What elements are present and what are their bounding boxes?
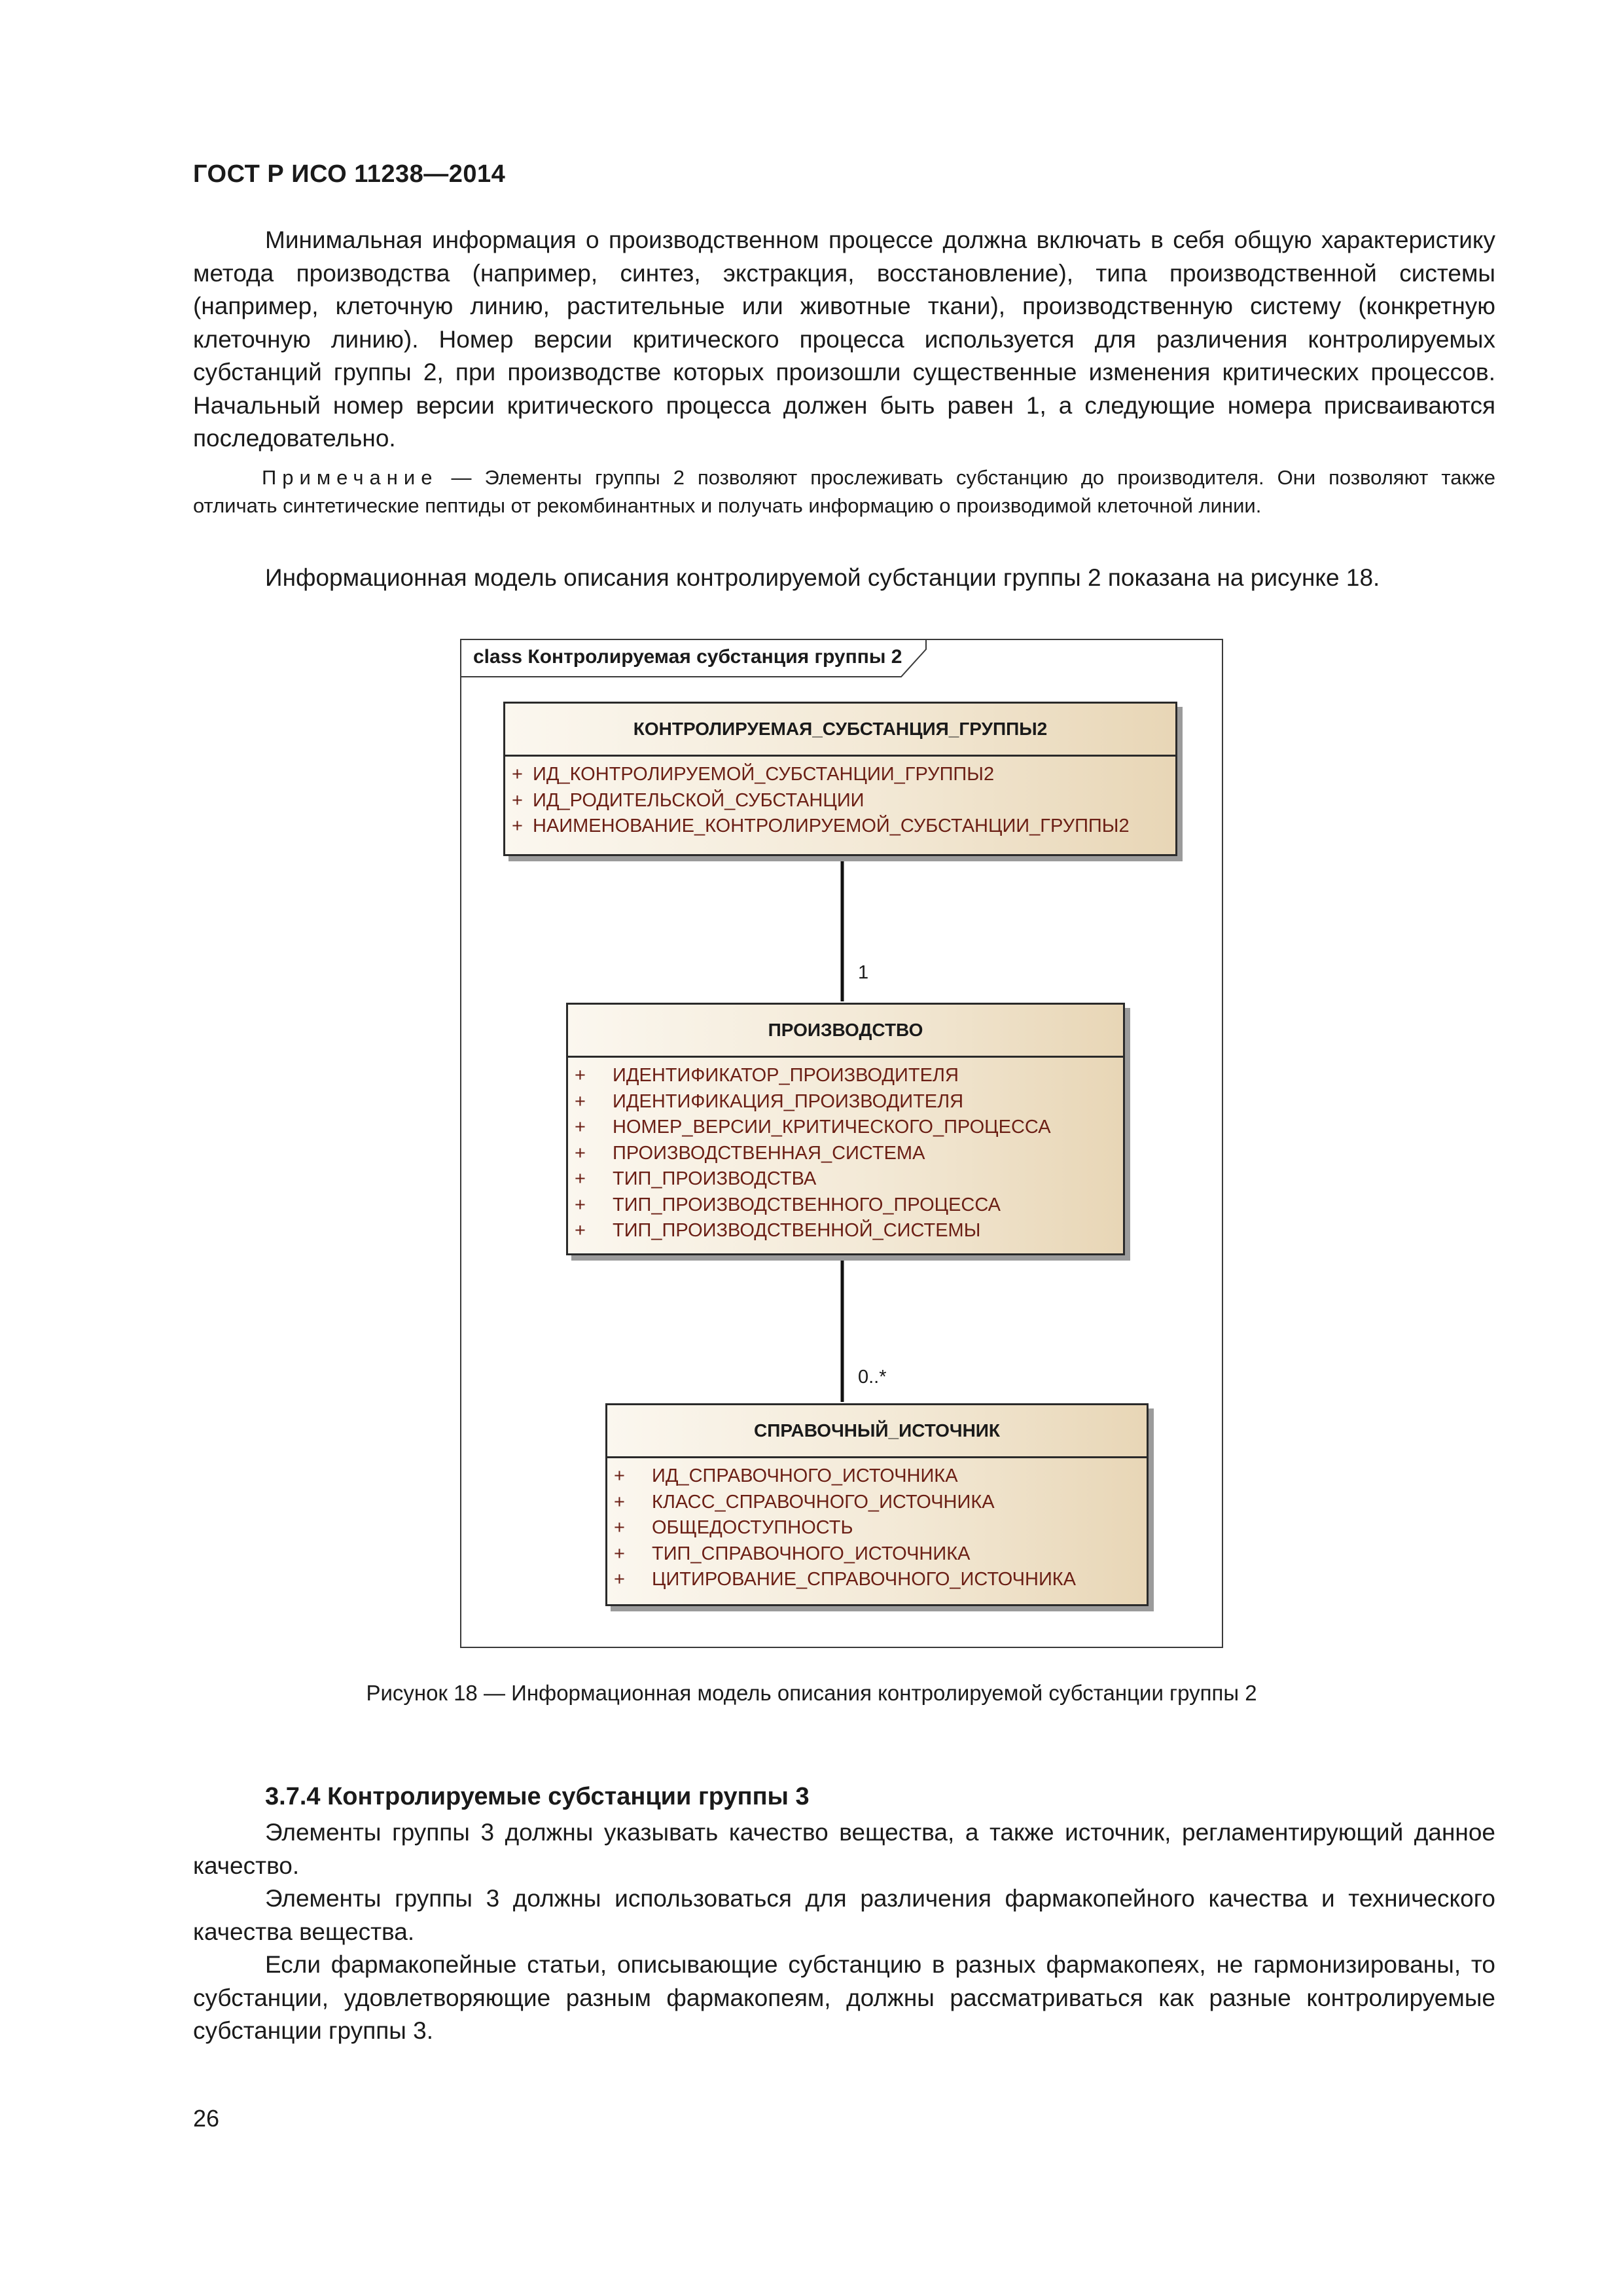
section-paragraph: Если фармакопейные статьи, описывающие субстанцию в разных фармакопеях, не гармонизированы, то субстанции, удовлетворяющие разным фармакопеям, должны рассматриваться как разные контролируемые субстанции группы 3. xyxy=(193,1951,1495,2044)
class-attribute: + ПРОИЗВОДСТВЕННАЯ_СИСТЕМА xyxy=(575,1142,925,1164)
note-text: — Элементы группы 2 позволяют прослеживать субстанцию до производителя. Они позволяют также отличать синтетические пептиды от рекомбинантных и получать информацию о производимой клеточной линии. xyxy=(193,466,1495,517)
class-attribute: + НАИМЕНОВАНИЕ_КОНТРОЛИРУЕМОЙ_СУБСТАНЦИИ_ГРУППЫ2 xyxy=(512,816,1130,836)
frame-title: class Контролируемая субстанция группы 2 xyxy=(473,646,902,668)
class-attribute: + ТИП_СПРАВОЧНОГО_ИСТОЧНИКА xyxy=(614,1543,971,1564)
section-body xyxy=(193,1816,1495,2048)
section-heading: 3.7.4 Контролируемые субстанции группы 3 xyxy=(265,1783,810,1810)
figure-caption: Рисунок 18 — Информационная модель описания контролируемой субстанции группы 2 xyxy=(366,1681,1257,1705)
class-attribute: + ТИП_ПРОИЗВОДСТВЕННОГО_ПРОЦЕССА xyxy=(575,1194,1001,1215)
class-name: СПРАВОЧНЫЙ_ИСТОЧНИК xyxy=(607,1405,1147,1458)
multiplicity-label: 1 xyxy=(858,962,869,983)
class-attribute: + КЛАСС_СПРАВОЧНОГО_ИСТОЧНИКА xyxy=(614,1491,995,1513)
note-label: Примечание xyxy=(262,466,438,489)
class-attribute: + НОМЕР_ВЕРСИИ_КРИТИЧЕСКОГО_ПРОЦЕССА xyxy=(575,1117,1051,1138)
class-attribute: + ИДЕНТИФИКАЦИЯ_ПРОИЗВОДИТЕЛЯ xyxy=(575,1090,964,1112)
class-attribute: + ЦИТИРОВАНИЕ_СПРАВОЧНОГО_ИСТОЧНИКА xyxy=(614,1569,1077,1590)
note-block xyxy=(193,463,1495,520)
class-attribute: + ИД_КОНТРОЛИРУЕМОЙ_СУБСТАНЦИИ_ГРУППЫ2 xyxy=(512,764,995,785)
uml-diagram-frame xyxy=(460,639,1223,1648)
paragraph-text: Информационная модель описания контролируемой субстанции группы 2 показана на рисунке 18. xyxy=(265,564,1380,591)
uml-class-controlled-substance xyxy=(503,702,1177,856)
class-attributes xyxy=(505,757,1175,840)
class-attribute: + ТИП_ПРОИЗВОДСТВА xyxy=(575,1168,817,1189)
paragraph-text: Минимальная информация о производственном процессе должна включать в себя общую характеристику метода производства (например, синтез, экстракция, восстановление), типа производственной системы (например, клеточную линию, растительные или животные ткани), производственную систему (конкретную клеточную линию). Номер версии критического процесса используется для различения контролируемых субстанций группы 2, при производстве которых произошли существенные изменения критических процессов. Начальный номер версии критического процесса должен быть равен 1, а следующие номера присваиваются последовательно. xyxy=(193,226,1495,452)
class-attribute: + ИДЕНТИФИКАТОР_ПРОИЗВОДИТЕЛЯ xyxy=(575,1065,959,1086)
paragraph-production-info xyxy=(193,224,1495,456)
class-attributes xyxy=(607,1458,1147,1593)
multiplicity-label: 0..* xyxy=(858,1367,887,1388)
section-paragraph: Элементы группы 3 должны указывать качество вещества, а также источник, регламентирующий данное качество. xyxy=(193,1819,1495,1879)
class-attribute: + ИД_СПРАВОЧНОГО_ИСТОЧНИКА xyxy=(614,1465,958,1486)
class-attributes xyxy=(568,1058,1123,1244)
paragraph-figure-reference xyxy=(193,562,1495,595)
page-number: 26 xyxy=(193,2105,220,2132)
uml-class-reference-source xyxy=(605,1403,1149,1606)
class-attribute: + ТИП_ПРОИЗВОДСТВЕННОЙ_СИСТЕМЫ xyxy=(575,1220,981,1241)
class-attribute: + ИД_РОДИТЕЛЬСКОЙ_СУБСТАНЦИИ xyxy=(512,789,865,811)
class-attribute: + ОБЩЕДОСТУПНОСТЬ xyxy=(614,1517,853,1538)
section-paragraph: Элементы группы 3 должны использоваться для различения фармакопейного качества и технического качества вещества. xyxy=(193,1885,1495,1945)
uml-class-production xyxy=(566,1003,1125,1255)
class-name: КОНТРОЛИРУЕМАЯ_СУБСТАНЦИЯ_ГРУППЫ2 xyxy=(505,704,1175,757)
standard-header: ГОСТ Р ИСО 11238—2014 xyxy=(193,160,506,188)
class-name: ПРОИЗВОДСТВО xyxy=(568,1005,1123,1058)
